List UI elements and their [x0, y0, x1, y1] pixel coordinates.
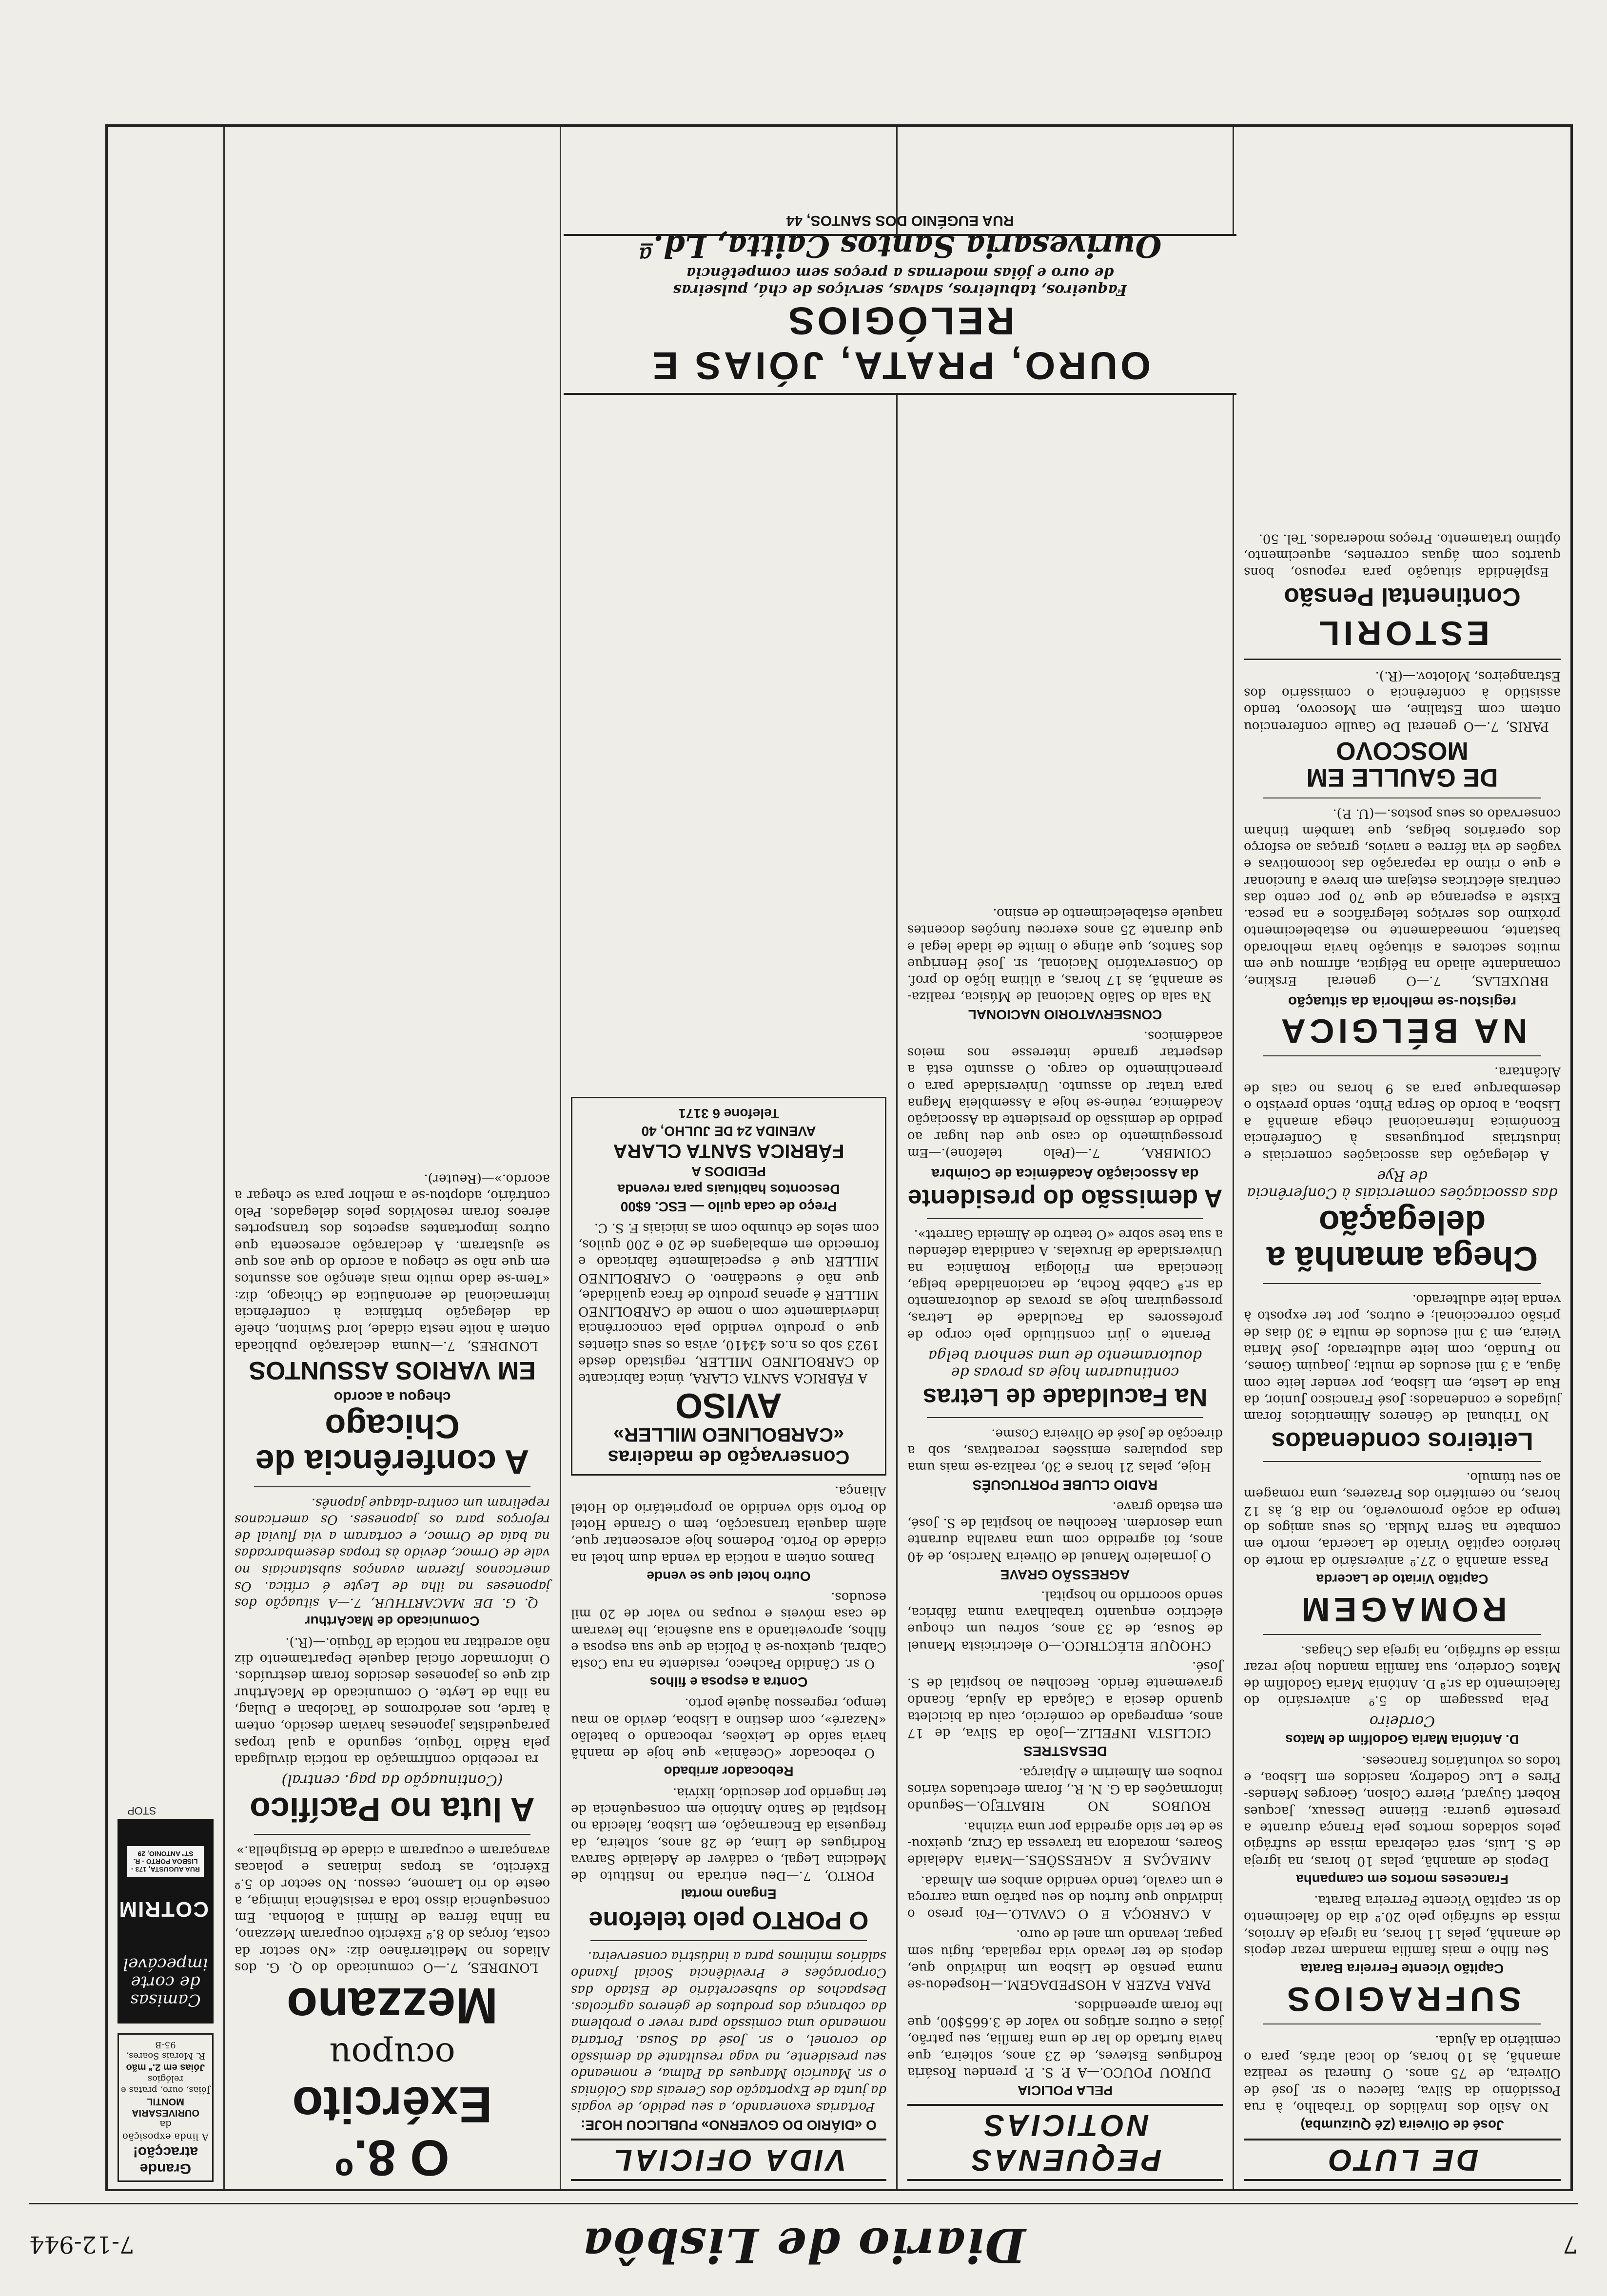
jewelry-ad-shop-name: Ourivesaria Santos Caitta, Ld.ª [638, 229, 1162, 264]
page-number: 7 [1563, 2231, 1578, 2258]
grande-atraccao-heading: Grande atracção! [133, 2144, 198, 2177]
leiteiros-text: No Tribunal de Géneros Alimentícios foram julgados e condenados: José Francisco Junior, da Rua de Leste, em Lisboa, por vender leite com água, a 3 mil escudos de multa; Joaquim Gomes, no Fundão, com leite adulterado; José Maria Vieira, em 3 mil escudos de multa e 30 dias de prisão correccional; e outros, por ter exposto à venda leite adulterado. [1244, 1292, 1561, 1424]
franceses-heading: Franceses mortos em campanha [1296, 1871, 1509, 1887]
montil-address: R. Morais Soares, 95-B [126, 2039, 205, 2062]
obituary-text: No Asilo dos Inválidos do Trabalho, à rua Possidónio da Silva, faleceu o sr. José de Oliveira, de 75 anos. O funeral se realiza amanhã, às 10 horas, do local atrás, para o cemitério da Ajuda. [1244, 2032, 1561, 2114]
belgica-heading: NA BÉLGICA [1277, 1012, 1528, 1050]
carbolineo-heading: «CARBOLINEO MILLER» [613, 1424, 844, 1446]
porto-heading: O PORTO pelo telefone [588, 1906, 869, 1934]
fabrica-name: FÁBRICA SANTA CLARA [613, 1140, 844, 1162]
romagem-text: Passa amanhã o 27.º aniversário da morte do heróico capitão Viriato de Lacerda, morto em combate na Serra Mukla. Os seus amigos do tempo da acção promoverão, no dia 8, às 12 horas, no cemitério dos Prazeres, uma romagem ao seu túmulo. [1244, 1470, 1561, 1568]
divider [927, 1218, 1203, 1219]
antonia-heading: D. Antónia Maria Godolfim de Matos [1285, 1732, 1519, 1748]
cotrim-ad [118, 1805, 214, 2024]
montil-ad [118, 2033, 214, 2182]
esposa-heading: Contra a esposa e filhos [649, 1674, 808, 1690]
policia-text: DUROU POUCO.—A P. S. P. prendeu Rosária Rodrigues Esteves, de 23 anos, solteira, que havia furtado do lar de uma família, seu patrão, jóias e outros artigos no valor de 3.665$00, que lhe foram apreendidos. [907, 1998, 1223, 2080]
gaulle-heading: DE GAULLE EM MOSCOVO [1306, 737, 1498, 792]
divider [1263, 1634, 1541, 1635]
antonia-subheading: Cordeiro [1369, 1712, 1435, 1730]
divider [1244, 659, 1561, 660]
cotrim-address: RUA AUGUSTA, 173 - LISBOA PORTO - R. STº ANTONIO, 29 [127, 1846, 204, 1877]
section-banner-vida-oficial: VIDA OFICIAL [571, 2139, 886, 2181]
chicago-headline: A conferência de Chicago [255, 1407, 529, 1481]
divider [254, 1834, 530, 1835]
jewelry-ad-line2: de ouro e jóias modernas a preços sem competência [686, 264, 1114, 281]
descontos-line: Descontos habituais para revenda [617, 1181, 840, 1197]
faculdade-heading: Na Faculdade de Letras [922, 1383, 1208, 1412]
esposa-text: O sr. Cândido Pacheco, residente na rua Costa Cabral, queixou-se à Polícia de que sua esposa e filhos, aproveitando a sua ausência, lhe levaram de casa móveis e roupas no valor de 20 mil escudos. [571, 1589, 886, 1672]
chicago-subheadline: chegou a acordo [333, 1389, 451, 1405]
sufragios-subheading: Capitão Vicente Ferreira Barata [1300, 1961, 1504, 1976]
column-news-luto [1234, 127, 1570, 2189]
jewelry-ad-headline: OURO, PRATA, JÓIAS E RELÓGIOS [649, 299, 1151, 388]
faculdade-text: Perante o júri constituído pelo corpo de professores da Faculdade de Letras, prosseguiram hoje as provas de doutoramento da sr.ª Cabbé Rocha, de nacionalidade belga, licenciada em Filologia Românica na Universidade de Bruxelas. A candidata defendeu a sua tese sobre «O teatro de Almeida Garrett». [907, 1226, 1223, 1342]
jewelry-ad-line2b: Faqueiros, tabuleiros, salvas, serviços de chá, pulseiras [673, 281, 1127, 298]
estoril-heading: ESTORIL [1314, 614, 1490, 652]
column-ads [108, 127, 225, 2189]
faculdade-subheading: continuaram hoje as provas de doutoramento de uma senhora belga [928, 1346, 1202, 1381]
mezzano-headline: Mezzano [286, 1977, 498, 2034]
jewelry-ad [564, 213, 1236, 395]
precos-line: Preço de cada quilo — ESC. 6$00 [620, 1199, 837, 1215]
belgica-subheading: registou-se melhoria da situação [1288, 993, 1517, 1010]
pacifico-text: ra recebido confirmação da notícia divulgada pela Rádio Tóquio, segundo a qual tropas paraquedistas japonesas haviam descido, ontem à tarde, nos aeródromos de Tacloban e Dulag, na ilha de Leyte. O comunicado de MacArthur diz que os japoneses descidos foram destruídos. O informador oficial daquele Departamento diz não acreditar na notícia de Tóquio.—(R.). [235, 1634, 550, 1767]
agressao-heading: AGRESSÃO GRAVE [1000, 1567, 1130, 1582]
antonia-text: Pela passagem do 5.º aniversário do falecimento da sr.ª D. Antónia Maria Godolfim de Matos Cordeiro, sua família mandou hoje rezar missa de sufrágio, na igreja das Chagas. [1244, 1643, 1561, 1708]
exercito-subheadline: ocupou [329, 2035, 455, 2075]
cavalo-text: A CARROÇA E O CAVALO.—Foi preso o indivíduo que furtou do seu patrão uma carroça e um cavalo, tendo vendido ambos em Almada. [907, 1873, 1223, 1922]
aviso-heading: AVISO [675, 1386, 782, 1425]
chicago-text: LONDRES, 7.—Numa declaração publicada ontem à noite nesta cidade, lord Swinton, chefe da delegação britânica à conferência internacional de aeronáutica de Chicago, diz: «Tem-se dado muito mais atenção aos assuntos em que não se chegou a acordo do que aos que se ajustaram. A declaração acrescenta que outros importantes aspectos dos transportes aéreos foram resolvidos pelos delegados. Pelo contrário, adoptou-se a melhor para se chegar a acordo.»—(Reuter). [235, 1171, 550, 1353]
demissao-text: COIMBRA, 7.—(Pelo telefone).—Em prosseguimento do caso que deu lugar ao pedido de demissão do presidente da Associação Académica, reúne-se hoje a Assembleia Magna para tratar do assunto. Universidade para o preenchimento do cargo. O assunto está a despertar grande interesse nos meios académicos. [907, 1028, 1223, 1160]
conservacao-heading: Conservação de madeiras [608, 1446, 850, 1468]
jewelry-ad-address: RUA EUGÉNIO DOS SANTOS, 44 [786, 213, 1014, 229]
gaulle-text: PARIS, 7.—O general De Gaulle conferenciou ontem com Estaline, em Moscovo, tendo assistido à conferência o comissário dos Estrangeiros, Molotov.—(R.). [1244, 668, 1561, 734]
divider [927, 1417, 1203, 1418]
pedidos-line: PEDIDOS A [691, 1164, 766, 1179]
cotrim-slogan: Camisas de corte impecável [123, 1954, 208, 2010]
stop-mark: STOP [127, 1805, 157, 1817]
exercito-text: LONDRES, 7.—O comunicado do Q. G. dos Aliados no Mediterrâneo diz: «No sector da costa, forças do 8.º Exército ocuparam Mezzano, na linha férrea de Rimini a Bolonha. Em consequência disso toda a resistência inimiga, a oeste do rio Lamone, cessou. No sector do 5.º Exército, as tropas indianas e polacas avançaram e ocuparam a cidade de Brisighella.» [235, 1843, 550, 1975]
sufragios-text: Seu filho e mais família mandam rezar depois de amanhã, pelas 11 horas, na igreja de Arroios, missa de sufrágio pelo 20.º dia do falecimento do sr. capitão Vicente Ferreira Barata. [1244, 1893, 1561, 1958]
obituary-heading: José de Oliveira (Zé Quizumba) [1300, 2118, 1504, 2133]
cesto-text: PARA FAZER A HOSPEDAGEM.—Hospedou-se numa pensão de Lisboa um indivíduo que, depois de ter levado vida regalada, fugiu sem pagar, levando um anel de ouro. [907, 1927, 1223, 1992]
conservatorio-heading: CONSERVATORIO NACIONAL [968, 1007, 1162, 1023]
chega-text: A delegação das associações comerciais e industriais portuguesas à Conferência Económica Internacional chega amanhã a Lisboa, a bordo do Serpa Pinto, sendo previsto o desembarque para as 9 horas no cais de Alcântara. [1244, 1064, 1561, 1163]
exercito-headline: O 8.º Exército [292, 2076, 492, 2186]
divider [1263, 1461, 1541, 1462]
chega-heading: Chega amanhã a delegação [1266, 1204, 1538, 1278]
roubos-text: ROUBOS NO RIBATEJO.—Segundo informações da G. N. R., foram efectuados vários roubos em Almeirim e Alpiarça. [907, 1765, 1223, 1813]
divider [1263, 1055, 1541, 1056]
policia-heading: PELA POLICIA [1018, 2083, 1113, 2098]
rebocador-text: O rebocador «Oceânia» que hoje de manhã havia saído de Leixões, rebocando o batelão «Nazaré», com destino a Lisboa, devido ao mau tempo, regressou àquele porto. [571, 1695, 886, 1761]
demissao-heading: A demissão do presidente [907, 1184, 1223, 1212]
pacifico-subheadline: (Continuação da pag. central) [281, 1771, 503, 1789]
joias-2mao-line: Jóias em 2.ª mão [126, 2062, 205, 2073]
engano-text: PORTO, 7.—Deu entrada no Instituto de Medicina Legal, o cadáver de Adelaide Sarava Rodrigues de Lima, de 28 anos, solteira, da freguesia da Encarnação, em Lisboa, falecida no Hospital de Santo António em consequência de ter ingerido por descuido, lixívia. [571, 1785, 886, 1884]
divider [1263, 1283, 1541, 1284]
joias-line: Jóias, ouro, pratas e relógios [121, 2073, 210, 2095]
franceses-text: Depois de amanhã, pelas 10 horas, na igreja de S. Luís, será celebrada missa de sufrágio pelos soldados mortos pela França durante a presente guerra: Etienne Dessaux, Jacques Robert Guyard, Pierre Colson, Georges Mendes-Pires e Luc Godefroy, nascidos em Lisboa, e todos os voluntários franceses. [1244, 1753, 1561, 1868]
sufragios-heading: SUFRAGIOS [1283, 1980, 1522, 2019]
macarthur-heading: Comunicado de MacArthur [305, 1614, 480, 1629]
column-vida-oficial [561, 127, 898, 2189]
demissao-subheading: da Associação Académica de Coimbra [931, 1166, 1199, 1182]
desastres-heading: DESASTRES [1023, 1744, 1107, 1759]
section-banner-luto: DE LUTO [1244, 2139, 1561, 2181]
choque-text: CHOQUE ELÉCTRICO.—O electricista Manuel de Sousa, de 33 anos, sofreu um choque eléctrico enquanto trabalhava numa fábrica, sendo socorrido no hospital. [907, 1588, 1223, 1653]
engano-heading: Engano mortal [681, 1887, 777, 1902]
carbolineo-ad [571, 1097, 886, 1476]
pensao-heading: Continental Pensão [1284, 583, 1521, 611]
column-war-news [225, 127, 561, 2189]
radio-text: Hoje, pelas 21 horas e 30, realiza-se mais uma das populares emissões recreativas, sob a direcção de José de Oliveira Cosme. [907, 1426, 1223, 1475]
aviso-text: A FÁBRICA SANTA CLARA, única fabricante do CARBOLINEO MILLER, registado desde 1923 sob os n.os 43410, avisa os seus clientes que o produto vendido pela concorrência indevidamente com o nome de CARBOLINEO MILLER é apenas produto de fraca qualidade, que não é sucedâneo. O CARBOLINEO MILLER que é especialmente fabricado e fornecido em embalagens de 20 e 200 quilos, com selos de chumbo com as iniciais F. S. C. [578, 1220, 879, 1386]
romagem-subheading: Capitão Viriato de Lacerda [1316, 1571, 1489, 1587]
radio-heading: RADIO CLUBE PORTUGUÊS [972, 1478, 1158, 1493]
fabrica-address: AVENIDA 24 DE JULHO, 40 [641, 1124, 816, 1139]
hotel-text: Damos ontem a notícia da venda dum hotel na cidade do Porto. Podemos hoje acrescentar que, além daquela transacção, tem o Grande Hotel do Porto sido vendido ao proprietário do Hotel Aliança. [571, 1483, 886, 1565]
page-frame [105, 124, 1573, 2191]
masthead [29, 2203, 1578, 2277]
agressao-text: O jornaleiro Manuel de Oliveira Narciso, de 40 anos, foi agredido com uma navalha durante uma desordem. Recolheu ao hospital de S. José, em estado grave. [907, 1498, 1223, 1564]
divider [254, 1486, 530, 1487]
pacifico-headline: A luta no Pacífico [250, 1790, 535, 1829]
pensao-text: Esplêndida situação para repouso, bons quartos com águas correntes, aquecimento, óptimo tratamento. Preços moderados. Tel. 50. [1244, 531, 1561, 580]
column-pequenas-noticias [898, 127, 1234, 2189]
diario-heading: O «DIÁRIO DO GOVERNO» PUBLICOU HOJE: [581, 2118, 877, 2133]
chicago-subheadline-2: EM VARIOS ASSUNTOS [249, 1356, 536, 1385]
hotel-heading: Outro hotel que se vende [647, 1568, 811, 1584]
ameacas-text: AMEAÇAS E AGRESSÕES.—Maria Adelaide Soares, moradora na travessa da Cruz, queixou-se de ter sido agredida por uma vizinha. [907, 1819, 1223, 1868]
macarthur-text: Q. G. DE MACARTHUR, 7.—A situação dos japoneses na ilha de Leyte é crítica. Os americanos fizeram avanços substanciais no vale de Ormoc, devido às tropas desembarcadas na baía de Ormoc, e cortaram a via fluvial de reforços para os japoneses. Os americanos repeliram um contra-ataque japonês. [235, 1495, 550, 1611]
section-banner-pequenas-noticias: PEQUENAS NOTICIAS [907, 2104, 1223, 2181]
diario-text: Portarias exonerando, a seu pedido, de vogais da junta de Exportação dos Cereais das Colónias o sr. Maurício Marques da Palma, e nomeando seu presidente, na vaga resultante da demissão do coronel, o sr. José da Sousa. Portaria nomeando uma comissão para rever o problema da cobrança dos produtos de géneros agrícolas. Despachos do subsecretário de Estado das Corporações e Previdência Social fixando salários mínimos para a indústria conserveira. [571, 1949, 886, 2114]
belgica-text: BRUXELAS, 7.—O general Erskine, comandante aliado na Bélgica, afirmou que em muitos sectores a situação havia melhorado bastante, nomeadamente no estabelecimento próximo dos serviços telegráficos e na pesca. Existe a esperança de que 70 por cento das centrais eléctricas estejam em breve a funcionar e que o ritmo da reparação das locomotivas e vagões de via férrea e navios, graças ao esforço dos operários belgas, que também tinham conservado os seus postos.—(U. P.). [1244, 806, 1561, 989]
fabrica-phone: Telefone 6 3171 [678, 1106, 779, 1121]
conservatorio-text: Na sala do Salão Nacional de Música, realiza-se amanhã, às 17 horas, a última lição do prof. do Conservatório Nacional, sr. José Henrique dos Santos, que atinge o limite de idade legal e que durante 25 anos exerceu funções docentes naquele estabelecimento de ensino. [907, 905, 1223, 1004]
issue-date: 7-12-944 [29, 2231, 135, 2258]
cotrim-brand: COTRIM [118, 1897, 209, 1922]
newspaper-title: Diario de Lisbôa [581, 2218, 1026, 2273]
divider [590, 1940, 867, 1941]
leiteiros-heading: Leiteiros condenados [1271, 1426, 1533, 1455]
romagem-heading: ROMAGEM [1297, 1591, 1507, 1629]
exposicao-line: A linda exposição da [122, 2119, 209, 2143]
ourivesaria-name: OURIVESARIA MONTIL [132, 2096, 199, 2118]
desastres-text: CICLISTA INFELIZ.—João da Silva, de 17 anos, empregado de comércio, caiu da bicicleta quando descia a Calçada da Ajuda, ficando gravemente ferido. Recolheu ao hospital de S. José. [907, 1659, 1223, 1741]
rebocador-heading: Rebocador arribado [664, 1764, 794, 1779]
chega-subheading: das associações comerciais à Conferência de Rye [1247, 1167, 1558, 1202]
